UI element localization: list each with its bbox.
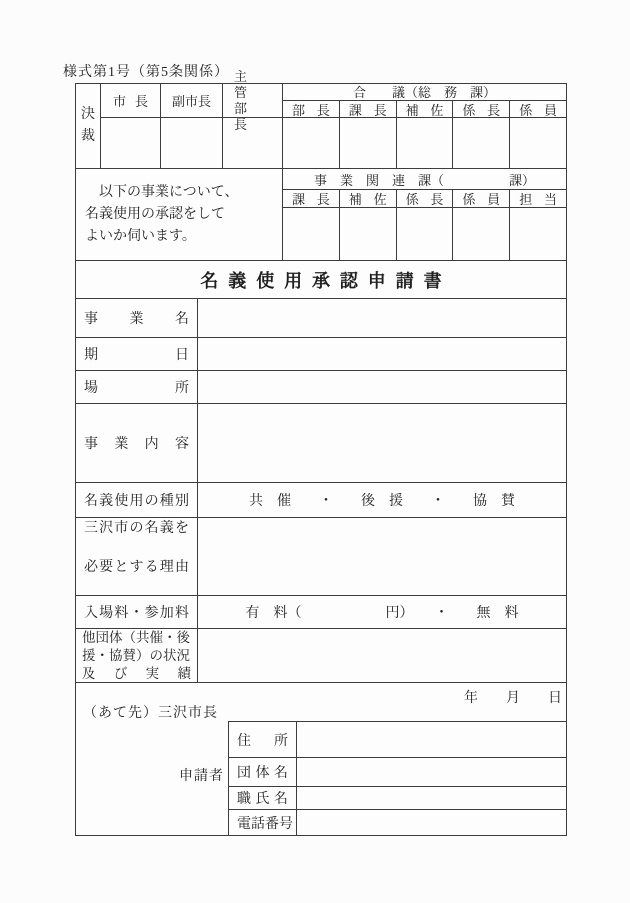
admission-fee-label-cell [76, 596, 198, 628]
mayor-header-label: 市 長 [113, 94, 148, 109]
decision-row-label: 決裁 [80, 106, 95, 144]
col-chief-director [223, 68, 283, 168]
council-col-kakariin [510, 101, 566, 117]
other-organizations-value [198, 629, 566, 682]
addressee: （あて先）三沢市長 [83, 706, 218, 721]
applicant-row-title-name [229, 787, 566, 810]
organization-value [297, 758, 566, 786]
date-label-cell [76, 338, 198, 370]
business-details-label-cell [76, 404, 198, 482]
name-use-type-label-cell [76, 483, 198, 517]
stamp-cell [510, 118, 566, 168]
applicant-row-organization [229, 758, 566, 787]
address-label-cell [229, 722, 297, 757]
related-col-hosa-label: 補 佐 [348, 192, 387, 207]
date-label: 期 日 [84, 348, 189, 363]
council-col-kacho [340, 101, 397, 117]
phone-label: 電 話 番 号 [237, 816, 293, 832]
col-mayor [101, 84, 161, 168]
business-details-label: 事 業 内 容 [84, 437, 189, 452]
council-title: 合 議（総 務 課） [283, 84, 566, 101]
related-col-hosa [340, 190, 397, 207]
organization-label: 団 体 名 [237, 766, 288, 781]
other-organizations-label-line2: 援・協賛）の状況 [82, 647, 190, 663]
stamp-cell [283, 208, 340, 260]
stamp-cell [397, 208, 454, 260]
place-value [198, 371, 566, 403]
business-name-label-cell [76, 299, 198, 337]
related-section [283, 169, 566, 260]
consult-block [76, 169, 566, 261]
council-col-kakariin-label: 係 員 [519, 102, 557, 118]
reason-label-cell [76, 518, 198, 595]
related-col-kakaricho [397, 190, 454, 207]
stamp-cell [453, 208, 510, 260]
reason-label-line2: 必 要 と す る 理 由 [84, 559, 189, 575]
row-other-organizations [76, 629, 566, 683]
business-details-value [198, 404, 566, 482]
name-use-type-label: 名 義 使 用 の 種 別 [84, 494, 189, 509]
related-col-kakaricho-label: 係 長 [405, 192, 444, 207]
consult-note-line1: 以下の事業について、 [85, 185, 239, 200]
stamp-cell-mayor [101, 118, 160, 168]
phone-value [297, 810, 566, 835]
council-header-row [283, 101, 566, 118]
council-section [283, 84, 566, 168]
organization-label-cell [229, 758, 297, 786]
date-value [198, 338, 566, 370]
admission-fee-label: 入 場 料 ・ 参 加 料 [84, 606, 189, 621]
council-col-hosa-label: 補 佐 [405, 102, 444, 118]
row-admission-fee [76, 596, 566, 629]
title-name-label-cell [229, 787, 297, 809]
name-use-type-options: 共 催 ・ 後 援 ・ 協 賛 [249, 494, 515, 509]
place-label-cell [76, 371, 198, 403]
row-name-use-type [76, 483, 566, 518]
council-col-hosa [397, 101, 454, 117]
stamp-cell [397, 118, 454, 168]
stamp-cell [340, 208, 397, 260]
council-col-kacho-label: 課 長 [348, 102, 387, 118]
business-name-value [198, 299, 566, 337]
decision-row-label-cell [76, 84, 101, 168]
council-col-kakaricho-label: 係 長 [462, 102, 501, 118]
other-organizations-label-line1: 他団体（共催・後 [82, 629, 190, 645]
chief-director-header-line2: 部 長 [234, 100, 261, 132]
council-col-bucho-label: 部 長 [292, 102, 330, 118]
consult-note-line3: よいか伺います。 [85, 229, 196, 244]
row-date [76, 338, 566, 371]
applicant-label: 申請者 [179, 769, 224, 784]
row-business-name [76, 299, 566, 338]
title-name-label: 職 氏 名 [237, 792, 288, 807]
stamp-cell [510, 208, 566, 260]
stamp-cell-chief-director [223, 118, 282, 168]
address-label: 住 所 [237, 733, 288, 749]
form-number: 様式第1号（第5条関係） [63, 65, 229, 80]
applicant-table [228, 721, 566, 835]
document-title: 名義使用承認申請書 [76, 261, 566, 299]
council-col-kakaricho [453, 101, 510, 117]
applicant-row-phone [229, 810, 566, 835]
chief-director-header [223, 68, 282, 132]
related-col-kakariin-label: 係 員 [462, 192, 501, 207]
other-organizations-label-cell [76, 629, 198, 682]
reason-label-line1: 三 沢 市 の 名 義 を [84, 521, 189, 536]
related-col-kakariin [453, 190, 510, 207]
chief-director-header-line1: 主 管 [234, 68, 261, 100]
related-col-kacho [283, 190, 340, 207]
title-name-value [297, 787, 566, 809]
stamp-cell-deputy-mayor [161, 118, 222, 168]
business-name-label: 事 業 名 [84, 312, 189, 327]
row-place [76, 371, 566, 404]
footer-block [76, 683, 566, 835]
related-stamp-row [283, 208, 566, 260]
deputy-mayor-header: 副市長 [161, 84, 222, 118]
date-blank-line: 年 月 日 [464, 691, 562, 706]
stamp-cell [283, 118, 340, 168]
council-stamp-row [283, 118, 566, 168]
col-deputy-mayor [161, 84, 223, 168]
related-section-title: 事 業 関 連 課（ 課） [283, 169, 566, 190]
consult-note [76, 169, 283, 260]
mayor-header [101, 84, 160, 118]
related-col-kacho-label: 課 長 [292, 192, 330, 207]
stamp-cell [453, 118, 510, 168]
stamp-cell [340, 118, 397, 168]
row-reason [76, 518, 566, 596]
address-value [297, 722, 566, 757]
council-col-bucho [283, 101, 340, 117]
admission-fee-options: 有 料（ 円） ・ 無 料 [245, 606, 519, 621]
reason-value [198, 518, 566, 595]
phone-label-cell [229, 810, 297, 835]
row-business-details [76, 404, 566, 483]
place-label: 場 所 [84, 381, 189, 396]
other-organizations-label-line3: 及 び 実 績 [82, 665, 191, 681]
related-col-tanto [510, 190, 566, 207]
related-header-row [283, 190, 566, 208]
related-col-tanto-label: 担 当 [519, 192, 557, 207]
applicant-row-address [229, 722, 566, 758]
consult-note-line2: 名義使用の承認をして [85, 207, 225, 222]
